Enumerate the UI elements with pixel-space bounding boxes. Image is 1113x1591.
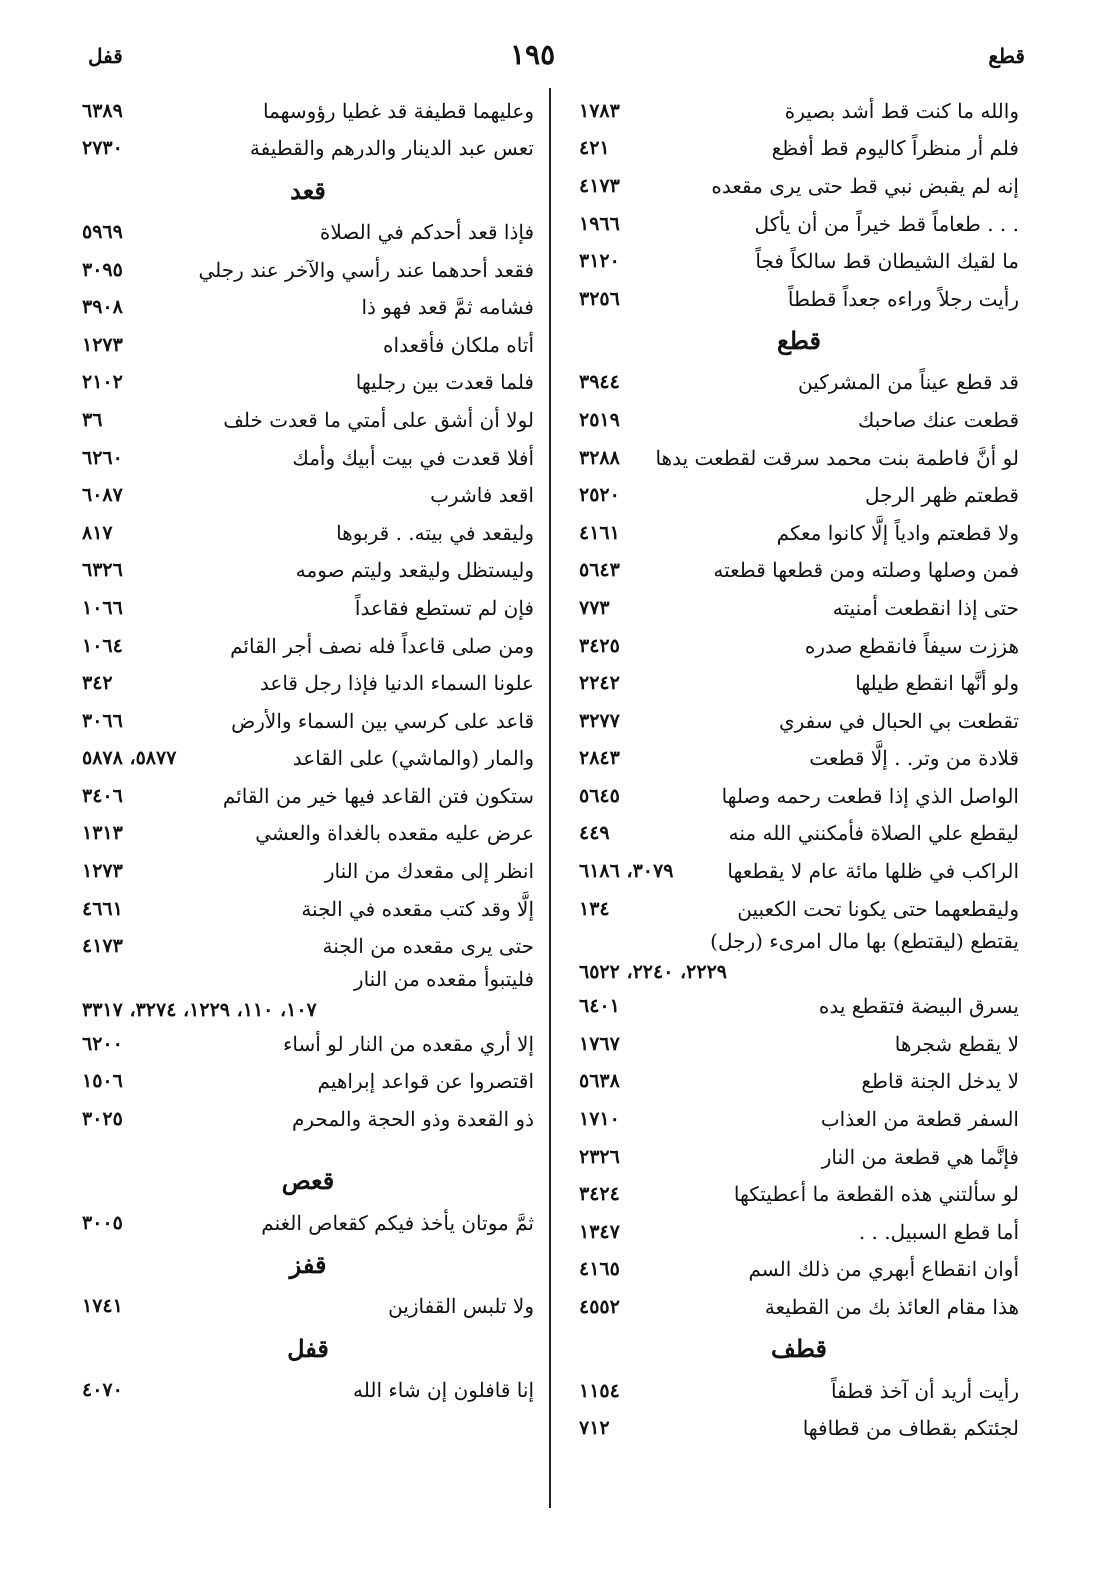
entry-reference: ٣٢٥٦	[579, 287, 620, 310]
entry-text: أفلا قعدت في بيت أبيك وأمك	[292, 445, 534, 470]
section-heading: قطف	[771, 1334, 828, 1364]
index-entry	[82, 627, 534, 665]
index-entry	[579, 1063, 1019, 1101]
index-entry	[82, 702, 534, 740]
entry-reference: ١٧٤١	[82, 1295, 123, 1318]
index-entry	[82, 476, 534, 514]
entry-text: وعليهما قطيفة قد غطيا رؤوسهما	[262, 98, 534, 123]
index-entry	[82, 1025, 534, 1063]
entry-reference: ١٠٦٤	[82, 634, 123, 657]
entry-reference: ١٣١٣	[82, 822, 123, 845]
entry-reference: ٣٤٠٦	[82, 784, 123, 807]
entry-text: فقعد أحدهما عند رأسي والآخر عند رجلي	[198, 257, 534, 282]
entry-text: والمار (والماشي) على القاعد	[292, 746, 534, 771]
entry-text: لجئتكم بقطاف من قطافها	[802, 1416, 1019, 1441]
right-column	[579, 92, 1019, 1447]
left-column	[82, 92, 534, 1409]
index-entry	[82, 288, 534, 326]
entry-text: لا يدخل الجنة قاطع	[861, 1069, 1019, 1094]
entry-reference: ١٥٠٦	[82, 1070, 123, 1093]
entry-reference: ٣٦	[82, 408, 103, 431]
entry-text: فإن لم تستطع فقاعداً	[354, 595, 534, 620]
entry-text: ستكون فتن القاعد فيها خير من القائم	[222, 783, 534, 808]
index-entry	[579, 852, 1019, 890]
entry-reference: ٤١٧٣	[82, 935, 123, 958]
entry-text: لولا أن أشق على أمتي ما قعدت خلف	[223, 407, 534, 432]
entry-text: إنه لم يقبض نبي قط حتى يرى مقعده	[711, 173, 1019, 198]
entry-reference: ٣٢٨٨	[579, 446, 620, 469]
entry-reference: ٢٣٢٦	[579, 1145, 620, 1168]
index-entry	[579, 890, 1019, 928]
entry-reference: ٣٠٦٦	[82, 709, 123, 732]
index-entry	[579, 130, 1019, 168]
entry-text: اقعد فاشرب	[430, 483, 534, 508]
entry-text: حتى إذا انقطعت أمنيته	[832, 595, 1019, 620]
entry-reference: ٦٢٦٠	[82, 446, 123, 469]
entry-text: . . . طعاماً قط خيراً من أن يأكل	[754, 211, 1019, 236]
header-right-keyword: قطع	[988, 44, 1025, 68]
index-entry	[579, 815, 1019, 853]
entry-reference: ٣٠٢٥	[82, 1108, 123, 1131]
entry-text: ثمَّ موتان يأخذ فيكم كقعاص الغنم	[261, 1210, 534, 1235]
entry-reference: ٣٠٧٩، ٦١٨٦	[579, 860, 674, 883]
entry-reference: ٣١٢٠	[579, 250, 620, 273]
header-left-keyword: قفل	[88, 44, 123, 68]
entry-text: يقتطع (ليقتطع) بها مال امرىء (رجل)	[710, 929, 1019, 954]
section-heading: قعص	[281, 1166, 335, 1196]
entry-reference: ٣٩٠٨	[82, 296, 123, 319]
index-entry	[579, 927, 1019, 987]
entry-text: فشامه ثمَّ قعد فهو ذا	[361, 295, 534, 320]
entry-text: انظر إلى مقعدك من النار	[324, 859, 534, 884]
entry-reference: ٦٢٠٠	[82, 1032, 123, 1055]
index-entry	[579, 987, 1019, 1025]
index-entry	[579, 364, 1019, 402]
entry-reference: ١٠٦٦	[82, 596, 123, 619]
entry-reference: ٤١٧٣	[579, 174, 620, 197]
index-entry	[579, 1372, 1019, 1410]
entry-reference: ٤٥٥٢	[579, 1296, 620, 1319]
entry-text: ومن صلى قاعداً فله نصف أجر القائم	[230, 633, 534, 658]
entry-reference: ٣٢٧٧	[579, 709, 620, 732]
entry-reference: ١٣٤	[579, 897, 610, 920]
index-entry	[82, 664, 534, 702]
index-entry	[82, 740, 534, 778]
entry-text: الواصل الذي إذا قطعت رحمه وصلها	[721, 783, 1019, 808]
entry-text: قطعتم ظهر الرجل	[864, 483, 1019, 508]
index-entry	[82, 1371, 534, 1409]
entry-text: لا يقطع شجرها	[894, 1031, 1019, 1056]
entry-reference: ٤٤٩	[579, 822, 610, 845]
column-divider	[549, 88, 551, 1508]
entry-text: فإذا قعد أحدكم في الصلاة	[319, 219, 534, 244]
entry-reference: ٤١٦٥	[579, 1258, 620, 1281]
entry-text: ولا قطعتم وادياً إلَّا كانوا معكم	[776, 520, 1019, 545]
index-entry	[579, 92, 1019, 130]
entry-reference: ٢٥٢٠	[579, 484, 620, 507]
entry-reference: ٣٠٩٥	[82, 258, 123, 281]
entry-reference: ٤٢١	[579, 137, 610, 160]
entry-reference: ١٢٧٣	[82, 860, 123, 883]
entry-reference: ٦٣٨٩	[82, 99, 123, 122]
entry-text: إنا قافلون إن شاء الله	[353, 1377, 534, 1402]
index-entry	[579, 702, 1019, 740]
entry-text: قلادة من وتر. . إلَّا قطعت	[809, 746, 1019, 771]
index-entry	[579, 1213, 1019, 1251]
entry-text: وليقعد في بيته. . قربوها	[336, 520, 534, 545]
entry-text: حتى يرى مقعده من الجنة	[322, 934, 534, 959]
entry-text: إلا أري مقعده من النار لو أساء	[282, 1031, 534, 1056]
entry-reference: ١٧١٠	[579, 1108, 620, 1131]
index-entry	[579, 167, 1019, 205]
entry-reference: ٢١٠٢	[82, 371, 123, 394]
entry-reference: ١٣٤٧	[579, 1220, 620, 1243]
index-entry	[579, 1100, 1019, 1138]
entry-text: لو أنَّ فاطمة بنت محمد سرقت لقطعت يدها	[655, 445, 1019, 470]
entry-reference: ١١٥٤	[579, 1379, 620, 1402]
entry-text: فليتبوأ مقعده من النار	[353, 967, 534, 992]
entry-reference: ٤٠٧٠	[82, 1378, 123, 1401]
index-entry	[579, 242, 1019, 280]
index-entry	[82, 439, 534, 477]
index-entry	[579, 740, 1019, 778]
index-entry	[82, 1287, 534, 1325]
entry-text: قطعت عنك صاحبك	[857, 407, 1019, 432]
entry-text: هززت سيفاً فانقطع صدره	[804, 633, 1019, 658]
index-entry	[82, 890, 534, 928]
entry-reference: ٢٨٤٣	[579, 747, 620, 770]
entry-text: ما لقيك الشيطان قط سالكاً فجاً	[755, 249, 1019, 274]
index-entry	[579, 514, 1019, 552]
index-entry	[82, 552, 534, 590]
index-entry	[82, 251, 534, 289]
index-entry	[82, 965, 534, 1025]
entry-reference: ١٠٧، ١١٠، ١٢٢٩، ٣٢٧٤، ٣٣١٧	[82, 999, 317, 1022]
entry-reference: ٤١٦١	[579, 521, 620, 544]
index-entry	[82, 777, 534, 815]
entry-reference: ٢٧٣٠	[82, 137, 123, 160]
index-entry	[579, 1025, 1019, 1063]
entry-reference: ٧١٢	[579, 1417, 610, 1440]
entry-reference: ٦٤٠١	[579, 995, 620, 1018]
index-entry	[82, 815, 534, 853]
entry-text: تقطعت بي الحبال في سفري	[778, 708, 1019, 733]
index-entry	[579, 1175, 1019, 1213]
spacer	[82, 1138, 534, 1158]
entry-text: فمن وصلها وصلته ومن قطعها قطعته	[713, 558, 1019, 583]
entry-reference: ٦٣٢٦	[82, 559, 123, 582]
index-entry	[82, 927, 534, 965]
entry-reference: ١٧٦٧	[579, 1032, 620, 1055]
index-entry	[82, 213, 534, 251]
entry-text: قد قطع عيناً من المشركين	[797, 370, 1019, 395]
index-entry	[579, 552, 1019, 590]
index-entry	[82, 92, 534, 130]
index-entry	[82, 514, 534, 552]
entry-reference: ٣٤٢٤	[579, 1183, 620, 1206]
section-heading: قعد	[290, 175, 326, 205]
index-entry	[82, 1204, 534, 1242]
entry-text: أوان انقطاع أبهري من ذلك السم	[748, 1257, 1019, 1282]
index-entry	[82, 401, 534, 439]
entry-text: وليستظل وليقعد وليتم صومه	[295, 558, 534, 583]
page-header	[0, 38, 1113, 84]
entry-text: عرض عليه مقعده بالغداة والعشي	[255, 821, 534, 846]
entry-reference: ٤٦٦١	[82, 897, 123, 920]
entry-text: ذو القعدة وذو الحجة والمحرم	[291, 1107, 534, 1132]
entry-text: أما قطع السبيل. . .	[858, 1219, 1019, 1244]
entry-text: والله ما كنت قط أشد بصيرة	[784, 98, 1019, 123]
entry-text: لو سألتني هذه القطعة ما أعطيتكها	[733, 1182, 1019, 1207]
index-entry	[82, 589, 534, 627]
entry-text: وليقطعهما حتى يكونا تحت الكعبين	[737, 896, 1019, 921]
entry-reference: ٥٦٣٨	[579, 1070, 620, 1093]
entry-text: فإنَّما هي قطعة من النار	[821, 1144, 1019, 1169]
entry-text: رأيت أريد أن آخذ قطفاً	[831, 1378, 1019, 1403]
section-heading: قفز	[289, 1249, 327, 1279]
index-entry	[579, 777, 1019, 815]
index-entry	[579, 1409, 1019, 1447]
index-entry	[579, 476, 1019, 514]
index-entry	[579, 589, 1019, 627]
entry-reference: ٧٧٣	[579, 596, 610, 619]
page-number: ١٩٥	[510, 38, 556, 71]
index-entry	[82, 130, 534, 168]
entry-reference: ٥٦٤٣	[579, 559, 620, 582]
entry-reference: ٣٠٠٥	[82, 1211, 123, 1234]
entry-text: اقتصروا عن قواعد إبراهيم	[317, 1069, 534, 1094]
index-entry	[82, 1063, 534, 1101]
entry-reference: ١٩٦٦	[579, 212, 620, 235]
entry-text: يسرق البيضة فتقطع يده	[818, 994, 1019, 1019]
index-entry	[579, 627, 1019, 665]
entry-reference: ٦٠٨٧	[82, 484, 123, 507]
entry-reference: ٢٥١٩	[579, 408, 620, 431]
index-entry	[82, 364, 534, 402]
entry-reference: ١٧٨٣	[579, 99, 620, 122]
index-entry	[579, 1288, 1019, 1326]
entry-text: ولو أنَّها انقطع طيلها	[855, 671, 1019, 696]
index-entry	[579, 1138, 1019, 1176]
index-entry	[82, 852, 534, 890]
entry-reference: ١٢٧٣	[82, 333, 123, 356]
entry-reference: ٥٩٦٩	[82, 220, 123, 243]
index-entry	[579, 1251, 1019, 1289]
entry-reference: ٥٦٤٥	[579, 784, 620, 807]
entry-reference: ٨١٧	[82, 521, 113, 544]
entry-reference: ٣٩٤٤	[579, 371, 620, 394]
entry-text: علونا السماء الدنيا فإذا رجل قاعد	[259, 671, 534, 696]
section-heading: قفل	[287, 1333, 329, 1363]
entry-reference: ٢٢٤٢	[579, 672, 620, 695]
entry-text: السفر قطعة من العذاب	[820, 1107, 1019, 1132]
index-entry	[579, 664, 1019, 702]
section-heading: قطع	[777, 326, 821, 356]
entry-text: رأيت رجلاً وراءه جعداً قططاً	[787, 286, 1019, 311]
entry-text: قاعد على كرسي بين السماء والأرض	[231, 708, 534, 733]
entry-reference: ٥٨٧٧، ٥٨٧٨	[82, 747, 177, 770]
index-entry	[579, 205, 1019, 243]
entry-text: فلم أر منظراً كاليوم قط أفظع	[771, 136, 1019, 161]
index-entry	[579, 280, 1019, 318]
entry-text: أتاه ملكان فأقعداه	[383, 332, 534, 357]
entry-text: إلَّا وقد كتب مقعده في الجنة	[301, 896, 534, 921]
entry-reference: ٢٢٢٩، ٢٢٤٠، ٦٥٢٢	[579, 961, 727, 984]
entry-text: تعس عبد الدينار والدرهم والقطيفة	[249, 136, 534, 161]
index-entry	[82, 1100, 534, 1138]
index-entry	[82, 326, 534, 364]
entry-text: ولا تلبس القفازين	[388, 1294, 534, 1319]
entry-text: فلما قعدت بين رجليها	[355, 370, 534, 395]
entry-text: هذا مقام العائذ بك من القطيعة	[764, 1295, 1019, 1320]
entry-reference: ٣٤٢	[82, 672, 113, 695]
entry-reference: ٣٤٢٥	[579, 634, 620, 657]
entry-text: ليقطع علي الصلاة فأمكنني الله منه	[728, 821, 1019, 846]
entry-text: الراكب في ظلها مائة عام لا يقطعها	[727, 859, 1019, 884]
index-entry	[579, 439, 1019, 477]
index-entry	[579, 401, 1019, 439]
